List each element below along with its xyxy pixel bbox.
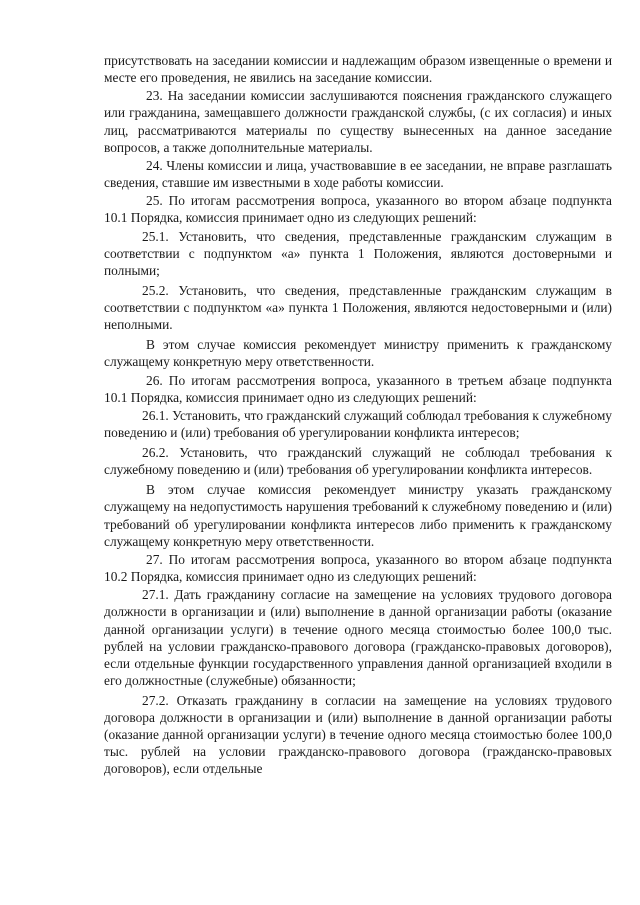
paragraph-27-1: 27.1. Дать гражданину согласие на замещение на условиях трудового договора должности в организации и (или) выполнение в данной организации работы (оказание данной организации услуги) в течение одного месяца стоимостью более 100,0 тыс. рублей на условии гражданско-правового договора (гражданско-правовых договоров), если отдельные функции государственного управления данной организацией входили в его должностные (служебные) обязанности; bbox=[104, 587, 612, 688]
paragraph-26-note: В этом случае комиссия рекомендует министру указать гражданскому служащему на недопустимость нарушения требований к служебному поведению и (или) требований об урегулировании конфликта интересов либо применить к гражданскому служащему конкретную меру ответственности. bbox=[104, 482, 612, 549]
paragraph-25-2: 25.2. Установить, что сведения, представленные гражданским служащим в соответствии с подпунктом «а» пункта 1 Положения, являются недостоверными и (или) неполными. bbox=[104, 282, 612, 333]
paragraph-25-note: В этом случае комиссия рекомендует министру применить к гражданскому служащему конкретную меру ответственности. bbox=[104, 337, 612, 370]
paragraph-23: 23. На заседании комиссии заслушиваются пояснения гражданского служащего или гражданина, замещавшего должности гражданской службы, (с их согласия) и иных лиц, рассматриваются материалы по существу вынесенных на данное заседание вопросов, а также дополнительные материалы. bbox=[104, 88, 612, 155]
paragraph-continuation: присутствовать на заседании комиссии и надлежащим образом извещенные о времени и месте его проведения, не явились на заседание комиссии. bbox=[104, 53, 612, 86]
paragraph-25-1: 25.1. Установить, что сведения, представленные гражданским служащим в соответствии с подпунктом «а» пункта 1 Положения, являются достоверными и полными; bbox=[104, 228, 612, 278]
paragraph-24: 24. Члены комиссии и лица, участвовавшие в ее заседании, не вправе разглашать сведения, ставшие им известными в ходе работы комиссии. bbox=[104, 157, 612, 191]
paragraph-26: 26. По итогам рассмотрения вопроса, указанного в третьем абзаце подпункта 10.1 Порядка, комиссия принимает одно из следующих решений: bbox=[104, 372, 612, 405]
paragraph-25: 25. По итогам рассмотрения вопроса, указанного во втором абзаце подпункта 10.1 Порядка, комиссия принимает одно из следующих решений: bbox=[104, 193, 612, 226]
paragraph-26-1: 26.1. Установить, что гражданский служащий соблюдал требования к служебному поведению и (или) требования об урегулировании конфликта интересов; bbox=[104, 408, 612, 441]
paragraph-27-2: 27.2. Отказать гражданину в согласии на замещение на условиях трудового договора должности в организации и (или) выполнение в данной организации работы (оказание данной организации услуги) в течение одного месяца стоимостью более 100,0 тыс. рублей на условии гражданско-правового договора (гражданско-правовых договоров), если отдельные bbox=[104, 692, 612, 777]
paragraph-26-2: 26.2. Установить, что гражданский служащий не соблюдал требования к служебному поведению и (или) требования об урегулировании конфликта интересов. bbox=[104, 445, 612, 478]
paragraph-27: 27. По итогам рассмотрения вопроса, указанного во втором абзаце подпункта 10.2 Порядка, комиссия принимает одно из следующих решений: bbox=[104, 551, 612, 585]
